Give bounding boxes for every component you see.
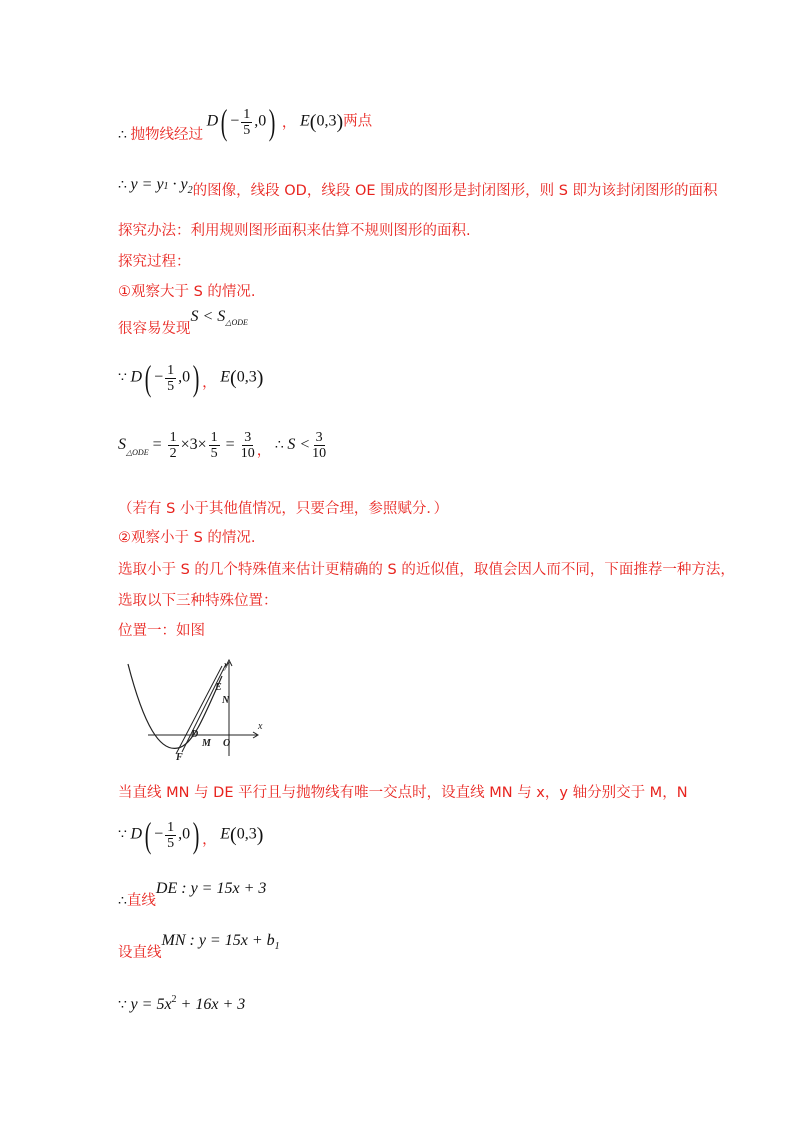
paragraph: 选取以下三种特殊位置： — [118, 593, 278, 609]
fraction: $\frac{1}{5}$ — [167, 819, 175, 851]
math-point: 0,3 — [316, 112, 337, 130]
therefore-symbol: ∴ — [118, 127, 127, 144]
line-MN — [176, 666, 222, 754]
paragraph: 选取小于 S 的几个特殊值来估计更精确的 S 的近似值，取值会因人而不同，下面推荐一种方法， — [118, 562, 735, 578]
parabola-figure — [122, 656, 268, 760]
text: 两点 — [343, 113, 373, 130]
because-symbol: ∵ — [118, 369, 127, 386]
label-D: D — [191, 729, 199, 740]
math-E: E — [300, 112, 310, 130]
paragraph: ②观察小于 S 的情况. — [118, 530, 256, 546]
label-O: O — [223, 738, 231, 749]
text: 抛物线经过 — [130, 127, 204, 144]
line-parabola-equation: ∵ $y = 5x^2 + 16x + 3$ — [118, 994, 246, 1013]
text: 的图像，线段 OD，线段 OE 围成的图形是封闭图形，则 S 即为该封闭图形的面积 — [192, 183, 718, 199]
math-D: D — [206, 112, 219, 130]
paragraph: 探究过程： — [118, 254, 191, 270]
line-because-points: ∵ D( − $\frac{1}{5}$ ,0) ， E(0,3) — [118, 358, 264, 398]
math-minus: − — [230, 112, 240, 130]
therefore-symbol: ∴ — [118, 177, 127, 193]
label-N: N — [222, 695, 230, 706]
paragraph: 当直线 MN 与 DE 平行且与抛物线有唯一交点时，设直线 MN 与 x，y 轴分别交于 M，N — [118, 785, 688, 801]
label-M: M — [202, 738, 211, 749]
label-x: x — [258, 721, 263, 732]
math-zero: ,0 — [254, 112, 267, 130]
fraction: $\frac{1}{5}$ — [210, 430, 218, 461]
paragraph: 位置一：如图 — [118, 623, 205, 639]
label-E: E — [215, 682, 222, 693]
line-DE-equation: ∴直线DE : y = 15x + 3 — [118, 880, 267, 909]
fraction: $\frac{3}{10}$ — [312, 430, 327, 461]
label-F: F — [176, 752, 183, 760]
line-function-image: ∴ $y = y1 \cdot y_2$的图像，线段 OD，线段 OE 围成的图形是封闭图形，则 S 即为该封闭图形的面积 — [118, 176, 718, 199]
paragraph: 探究办法：利用规则图形面积来估算不规则图形的面积. — [118, 223, 471, 239]
math-expression: MN : y = 15x + b — [161, 932, 275, 949]
parabola-curve — [128, 664, 222, 748]
label-y: y — [224, 660, 229, 671]
fraction: $\frac{1}{5}$ — [243, 106, 251, 138]
paragraph: ①观察大于 S 的情况. — [118, 284, 256, 300]
line-parabola-passes: ∴ 抛物线经过 D( − $\frac{1}{5}$ ,0) ， E(0,3)两点 — [118, 102, 373, 144]
line-area-compute: $S_{\triangle ODE}$ = $\frac{1}{2}$ ×3× $\frac{1}{5}$ = $\frac{3}{10}$ ， ∴ S < $\frac{3}{10}$ — [118, 430, 327, 461]
math-inequality: S < S — [190, 308, 226, 325]
line-MN-equation: 设直线MN : y = 15x + b1 — [118, 932, 280, 961]
math-expression: y = 5x — [130, 996, 172, 1013]
paragraph: （若有 S 小于其他值情况，只要合理，参照赋分．） — [118, 501, 449, 517]
line-because-points-2: ∵ D( − $\frac{1}{5}$ ,0) ， E(0,3) — [118, 815, 264, 855]
paren: ) — [268, 102, 276, 142]
text: 很容易发现 — [118, 321, 191, 337]
line-easy-find: 很容易发现S < S△ODE — [118, 308, 248, 337]
math-expression: y = y — [130, 176, 164, 193]
fraction: $\frac{1}{5}$ — [167, 362, 175, 394]
math-expression: DE : y = 15x + 3 — [155, 880, 267, 897]
paren: ( — [220, 102, 228, 142]
fraction: $\frac{3}{10}$ — [240, 430, 255, 461]
fraction: $\frac{1}{2}$ — [169, 430, 177, 461]
